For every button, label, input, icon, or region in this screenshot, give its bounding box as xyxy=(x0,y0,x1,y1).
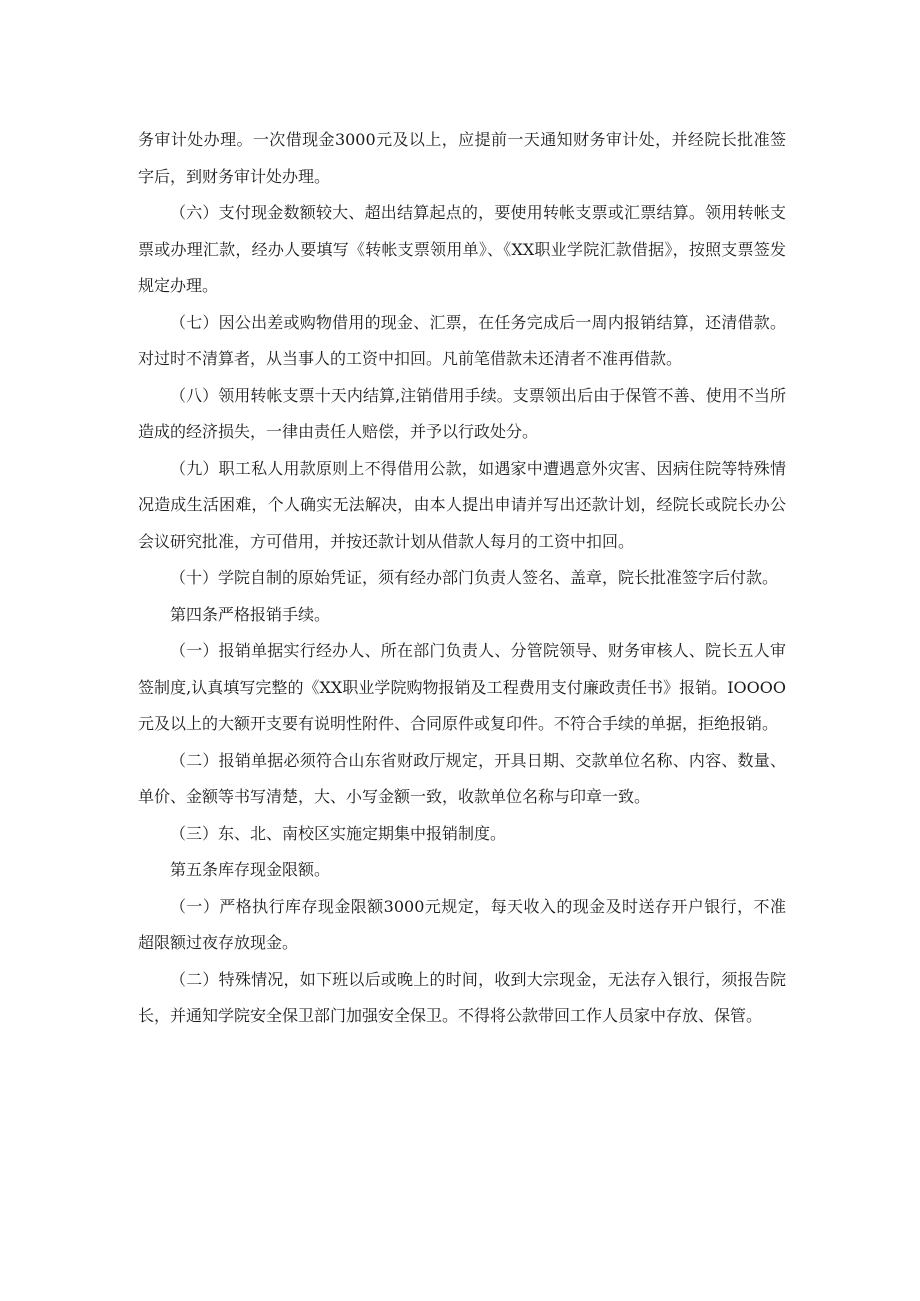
paragraph-article-5-item-2: （二）特殊情况，如下班以后或晚上的时间，收到大宗现金，无法存入银行，须报告院长，并通知学院安全保卫部门加强安全保卫。不得将公款带回工作人员家中存放、保管。 xyxy=(138,969,786,1025)
paragraph-item-10: （十）学院自制的原始凭证，须有经办部门负责人签名、盖章，院长批准签字后付款。 xyxy=(170,568,779,587)
document-page xyxy=(138,122,786,1035)
paragraph-item-8: （八）领用转帐支票十天内结算,注销借用手续。支票领出后由于保管不善、使用不当所造成的经济损失，一律由责任人赔偿，并予以行政处分。 xyxy=(138,385,786,441)
paragraph-article-4-item-1: （一）报销单据实行经办人、所在部门负责人、分管院领导、财务审核人、院长五人审签制度,认真填写完整的《XX职业学院购物报销及工程费用支付廉政责任书》报销。IOOOO元及以上的大额开支要有说明性附件、合同原件或复印件。不符合手续的单据，拒绝报销。 xyxy=(138,641,786,733)
paragraph-item-9: （九）职工私人用款原则上不得借用公款，如遇家中遭遇意外灾害、因病住院等特殊情况造成生活困难，个人确实无法解决，由本人提出申请并写出还款计划，经院长或院长办公会议研究批准，方可借用，并按还款计划从借款人每月的工资中扣回。 xyxy=(138,458,786,551)
paragraph-article-4-item-3: （三）东、北、南校区实施定期集中报销制度。 xyxy=(170,823,507,843)
paragraph-item-7: （七）因公出差或购物借用的现金、汇票，在任务完成后一周内报销结算，还清借款。对过时不清算者，从当事人的工资中扣回。凡前笔借款未还清者不准再借款。 xyxy=(138,312,786,368)
article-5-heading: 第五条库存现金限额。 xyxy=(170,860,331,879)
paragraph-item-6: （六）支付现金数额较大、超出结算起点的，要使用转帐支票或汇票结算。领用转帐支票或办理汇款，经办人要填写《转帐支票领用单》、《XX职业学院汇款借据》，按照支票签发规定办理。 xyxy=(138,203,786,295)
paragraph-article-5-item-1: （一）严格执行库存现金限额3000元规定，每天收入的现金及时送存开户银行，不准超限额过夜存放现金。 xyxy=(138,896,786,952)
paragraph-continuation: 务审计处办理。一次借现金3000元及以上，应提前一天通知财务审计处，并经院长批准签字后，到财务审计处办理。 xyxy=(138,130,786,186)
paragraph-article-4-item-2: （二）报销单据必须符合山东省财政厅规定，开具日期、交款单位名称、内容、数量、单价、金额等书写清楚，大、小写金额一致，收款单位名称与印章一致。 xyxy=(138,750,786,806)
article-4-heading: 第四条严格报销手续。 xyxy=(170,604,331,624)
